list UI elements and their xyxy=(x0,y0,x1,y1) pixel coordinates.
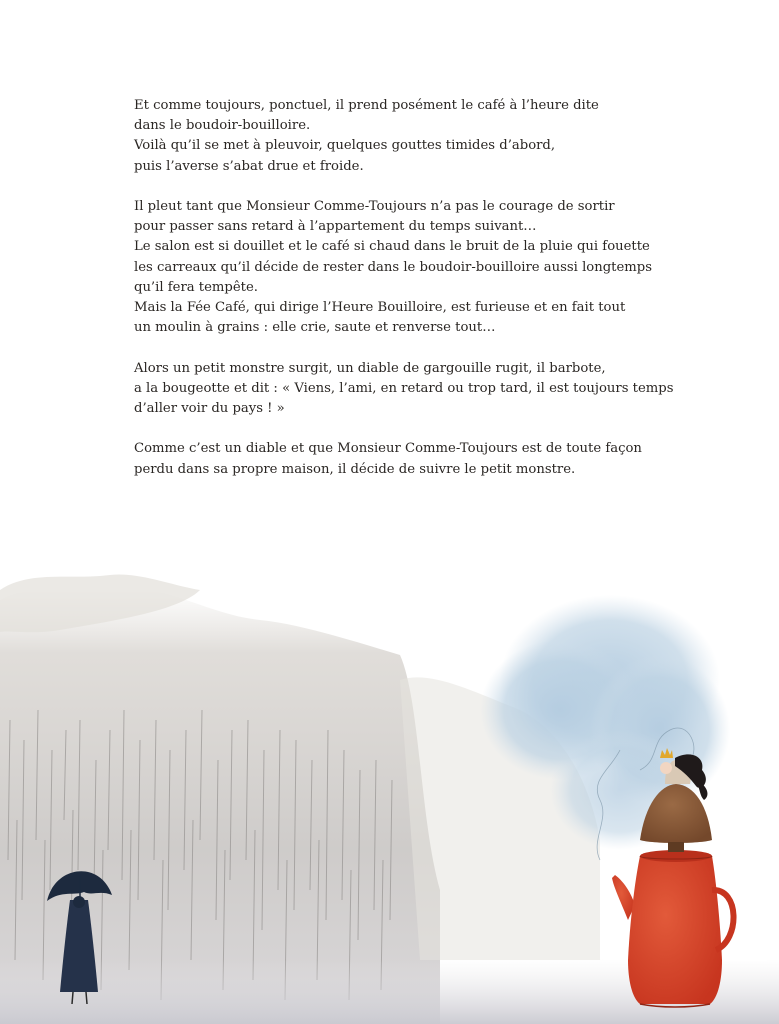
text-line: Alors un petit monstre surgit, un diable de gargouille rugit, il barbote, xyxy=(134,360,606,376)
text-line: Voilà qu’il se met à pleuvoir, quelques gouttes timides d’abord, xyxy=(134,138,556,154)
text-line: pour passer sans retard à l’appartement du temps suivant… xyxy=(134,219,537,235)
text-line: qu’il fera tempête. xyxy=(134,279,258,295)
paragraph-4 xyxy=(134,439,642,479)
text-line: perdu dans sa propre maison, il décide de suivre le petit monstre. xyxy=(134,461,576,477)
text-line: puis l’averse s’abat drue et froide. xyxy=(134,158,364,174)
text-line: Comme c’est un diable et que Monsieur Comme-Toujours est de toute façon xyxy=(134,441,642,457)
text-line: Et comme toujours, ponctuel, il prend posément le café à l’heure dite xyxy=(134,98,599,113)
text-line: les carreaux qu’il décide de rester dans le boudoir-bouilloire aussi longtemps xyxy=(134,259,652,275)
paragraph-2 xyxy=(134,197,652,338)
paragraph-1 xyxy=(134,96,634,177)
text-line: a la bougeotte et dit : « Viens, l’ami, en retard ou trop tard, il est toujours temps xyxy=(134,380,674,396)
text-line: Il pleut tant que Monsieur Comme-Toujours n’a pas le courage de sortir xyxy=(134,199,615,214)
text-line: Le salon est si douillet et le café si chaud dans le bruit de la pluie qui fouette xyxy=(134,239,650,255)
paragraph-3 xyxy=(134,359,674,420)
coffee-pot-icon xyxy=(612,850,734,1007)
story-text xyxy=(134,96,674,500)
watercolor-illustration xyxy=(0,560,779,1024)
text-line: dans le boudoir-bouilloire. xyxy=(134,118,311,134)
text-line: Mais la Fée Café, qui dirige l’Heure Bouilloire, est furieuse et en fait tout xyxy=(134,300,626,316)
text-line: un moulin à grains : elle crie, saute et renverse tout… xyxy=(134,320,496,336)
text-line: d’aller voir du pays ! » xyxy=(134,401,285,417)
